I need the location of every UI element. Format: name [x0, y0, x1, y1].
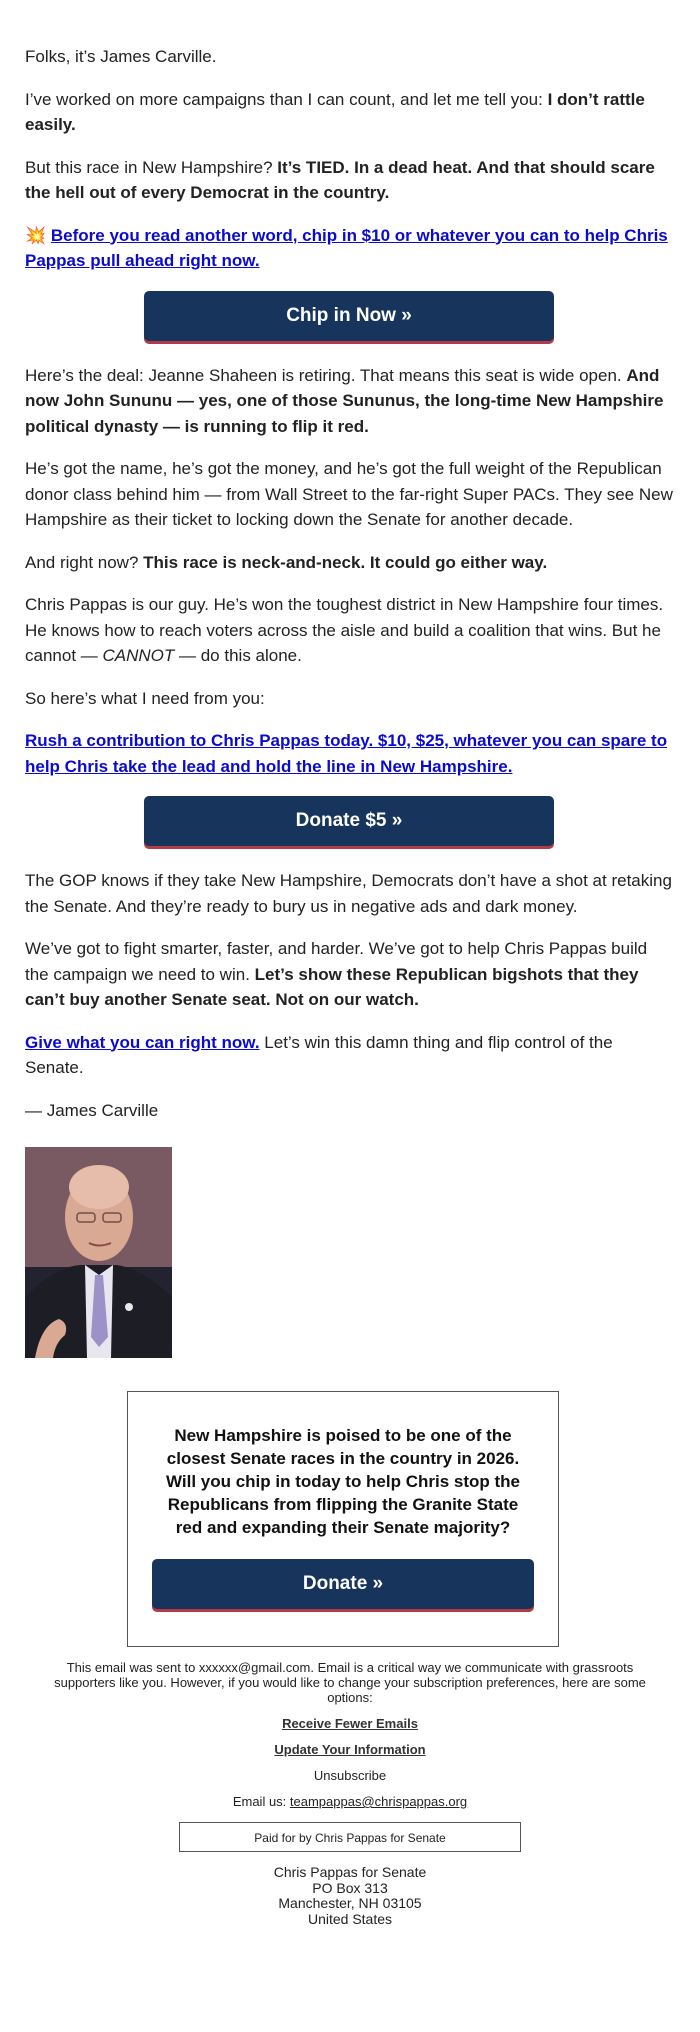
- paragraph-cta-2: [25, 728, 673, 779]
- paragraph-tied: [25, 155, 673, 206]
- donate-5-button[interactable]: Donate $5 »: [144, 796, 554, 846]
- paragraph-intro: [25, 87, 673, 138]
- paragraph-neck-and-neck: [25, 550, 673, 576]
- paragraph-need: So here’s what I need from you:: [25, 688, 265, 708]
- paragraph-text: Let’s win this damn thing and flip control of the Senate.: [25, 1032, 613, 1077]
- donate-link-chip-in[interactable]: Before you read another word, chip in $10 or whatever you can to help Chris Pappas pull ahead right now.: [25, 225, 668, 270]
- contact-email-link[interactable]: teampappas@chrispappas.org: [289, 1794, 468, 1809]
- james-carville-photo: [25, 1147, 172, 1358]
- paragraph-bold: Let’s show these Republican bigshots that they can’t buy another Senate seat. Not on our watch.: [25, 964, 639, 1009]
- address-line: United States: [307, 1910, 393, 1927]
- receive-fewer-emails-link[interactable]: Receive Fewer Emails: [282, 1716, 418, 1731]
- paragraph-text: But this race in New Hampshire?: [25, 157, 278, 177]
- paragraph-money: He’s got the name, he’s got the money, and he’s got the full weight of the Republican donor class behind him — from Wall Street to the far-right Super PACs. They see New Hampshire as their ticket to locking down the Senate for another decade.: [25, 459, 673, 529]
- address-line: Manchester, NH 03105: [278, 1895, 422, 1911]
- email-label: Email us:: [232, 1794, 290, 1809]
- chip-in-now-button[interactable]: Chip in Now »: [144, 291, 554, 341]
- update-information-link[interactable]: Update Your Information: [274, 1742, 426, 1757]
- greeting: Folks, it’s James Carville.: [25, 47, 217, 66]
- paragraph-our-guy: [25, 592, 673, 669]
- donate-link-rush[interactable]: Rush a contribution to Chris Pappas today. $10, $25, whatever you can spare to help Chris take the lead and hold the line in New Hampshire.: [25, 731, 668, 776]
- paragraph-text: And right now?: [25, 552, 144, 572]
- paragraph-bold: I don’t rattle easily.: [25, 89, 645, 134]
- paragraph-bold: This race is neck-and-neck. It could go either way.: [143, 552, 548, 572]
- portrait-illustration: [25, 1147, 172, 1358]
- paragraph-bold: And now John Sununu — yes, one of those Sununus, the long-time New Hampshire political dynasty — is running to flip it red.: [25, 365, 664, 436]
- unsubscribe-link[interactable]: Unsubscribe: [313, 1768, 387, 1783]
- donate-button[interactable]: Donate »: [152, 1559, 534, 1609]
- paragraph-give: [25, 1030, 673, 1081]
- paragraph-fight: [25, 936, 673, 1013]
- email-footer: [50, 1660, 650, 1927]
- callout-text: New Hampshire is poised to be one of the closest Senate races in the country in 2026. Will you chip in today to help Chris stop the Republicans from flipping the Granite State red and expanding their Senate majority?: [165, 1426, 521, 1537]
- signature: — James Carville: [25, 1100, 159, 1120]
- paragraph-deal: [25, 363, 673, 440]
- mailing-address: [50, 1865, 650, 1927]
- paragraph-cta: [25, 223, 673, 274]
- paragraph-text: Here’s the deal: Jeanne Shaheen is retiring. That means this seat is wide open.: [25, 365, 627, 385]
- button-row: [25, 291, 673, 341]
- footer-links: [50, 1716, 650, 1757]
- paragraph-text: Chris Pappas is our guy. He’s won the toughest district in New Hampshire four times. He knows how to reach voters across the aisle and build a coalition that wins. But he cannot —: [25, 595, 664, 665]
- address-line: PO Box 313: [312, 1879, 388, 1896]
- subscription-notice: This email was sent to xxxxxx@gmail.com. Email is a critical way we communicate with grassroots supporters like you. However, if you would like to change your subscription preferences, here are some options:: [54, 1660, 646, 1705]
- paragraph-gop: The GOP knows if they take New Hampshire, Democrats don’t have a shot at retaking the Senate. And they’re ready to bury us in negative ads and dark money.: [25, 871, 672, 916]
- donate-link-give[interactable]: Give what you can right now.: [25, 1032, 260, 1052]
- email-body: [25, 44, 673, 1140]
- paragraph-text: — do this alone.: [174, 646, 302, 665]
- paid-for-by-disclaimer: Paid for by Chris Pappas for Senate: [179, 1822, 521, 1852]
- button-row: [25, 796, 673, 846]
- donation-callout-box: [127, 1391, 559, 1647]
- paragraph-text: I’ve worked on more campaigns than I can count, and let me tell you:: [25, 89, 548, 109]
- paragraph-emphasis: CANNOT: [102, 646, 175, 665]
- explosion-icon: 💥: [25, 225, 47, 245]
- paragraph-bold: It’s TIED. In a dead heat. And that should scare the hell out of every Democrat in the country.: [25, 157, 655, 202]
- contact-email-row: [50, 1794, 650, 1809]
- paragraph-text: We’ve got to fight smarter, faster, and harder. We’ve got to help Chris Pappas build the campaign we need to win.: [25, 939, 648, 984]
- address-line: Chris Pappas for Senate: [273, 1864, 427, 1880]
